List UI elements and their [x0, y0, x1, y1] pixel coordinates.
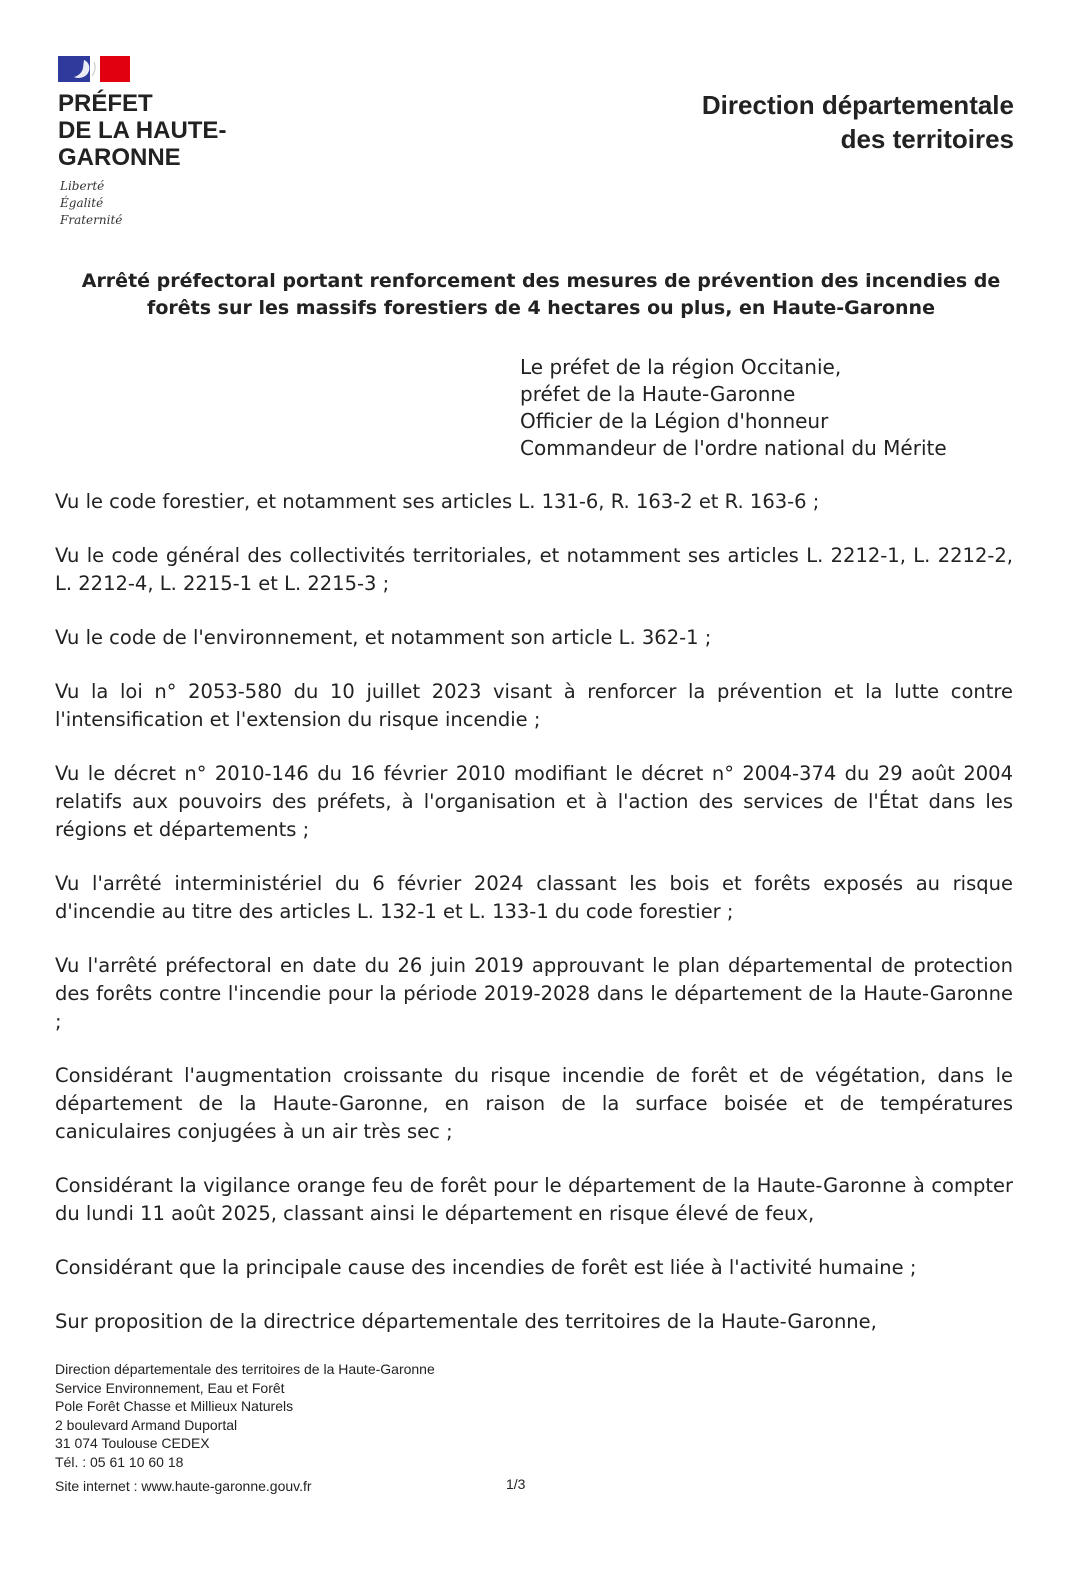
department-line: Direction départementale	[701, 90, 1014, 120]
department-heading	[702, 88, 1014, 156]
prefet-line: PRÉFET	[58, 90, 153, 117]
prefect-block	[520, 354, 947, 462]
decree-body	[55, 488, 1013, 1362]
considerant-paragraph: Considérant la vigilance orange feu de forêt pour le département de la Haute-Garonne à compter du lundi 11 août 2025, classant ainsi le département en risque élevé de feux,	[55, 1174, 1013, 1225]
visa-paragraph: Vu le code forestier, et notamment ses articles L. 131-6, R. 163-2 et R. 163-6 ;	[55, 490, 820, 513]
visa-paragraph: Vu l'arrêté préfectoral en date du 26 juin 2019 approuvant le plan départemental de protection des forêts contre l'incendie pour la période 2019-2028 dans le département de la Haute-Garonne ;	[55, 954, 1013, 1033]
footer-address	[55, 1360, 435, 1471]
page-number: 1/3	[506, 1476, 526, 1492]
footer-line: Direction départementale des territoires de la Haute-Garonne	[55, 1361, 435, 1377]
footer-line: Service Environnement, Eau et Forêt	[55, 1379, 285, 1396]
marianne-flag-logo	[58, 56, 130, 82]
visa-paragraph: Vu le décret n° 2010-146 du 16 février 2010 modifiant le décret n° 2004-374 du 29 août 2004 relatifs aux pouvoirs des préfets, à l'organisation et à l'action des services de l'État dans les régions et départements ;	[55, 762, 1013, 841]
motto-line: Fraternité	[60, 213, 123, 227]
considerant-paragraph: Considérant l'augmentation croissante du risque incendie de forêt et de végétation, dans le département de la Haute-Garonne, en raison de la surface boisée et de températures caniculaires conjugées à un air très sec ;	[55, 1064, 1013, 1143]
prefet-line: DE LA HAUTE-	[58, 117, 227, 144]
motto-line: Égalité	[60, 196, 104, 210]
footer-line: Pole Forêt Chasse et Millieux Naturels	[55, 1398, 294, 1414]
visa-paragraph: Vu l'arrêté interministériel du 6 février 2024 classant les bois et forêts exposés au risque d'incendie au titre des articles L. 132-1 et L. 133-1 du code forestier ;	[55, 872, 1013, 923]
prefect-line: Commandeur de l'ordre national du Mérite	[520, 436, 947, 460]
footer-line: 2 boulevard Armand Duportal	[55, 1416, 238, 1433]
prefect-line: préfet de la Haute-Garonne	[520, 382, 796, 406]
motto-line: Liberté	[60, 179, 105, 193]
decree-title: Arrêté préfectoral portant renforcement des mesures de prévention des incendies de forêts sur les massifs forestiers de 4 hectares ou plus, en Haute-Garonne	[81, 270, 1001, 319]
proposal-paragraph: Sur proposition de la directrice départementale des territoires de la Haute-Garonne,	[55, 1310, 877, 1333]
prefet-line: GARONNE	[58, 144, 181, 171]
visa-paragraph: Vu le code général des collectivités territoriales, et notamment ses articles L. 2212-1, L. 2212-2, L. 2212-4, L. 2215-1 et L. 2215-3 ;	[55, 544, 1013, 595]
footer-website: Site internet : www.haute-garonne.gouv.fr	[55, 1478, 312, 1494]
republic-motto	[60, 178, 122, 229]
prefect-line: Le préfet de la région Occitanie,	[520, 355, 842, 379]
prefect-line: Officier de la Légion d'honneur	[520, 409, 829, 433]
visa-paragraph: Vu le code de l'environnement, et notamment son article L. 362-1 ;	[55, 626, 712, 649]
department-line: des territoires	[840, 124, 1014, 154]
visa-paragraph: Vu la loi n° 2053-580 du 10 juillet 2023 visant à renforcer la prévention et la lutte contre l'intensification et l'extension du risque incendie ;	[55, 680, 1013, 731]
considerant-paragraph: Considérant que la principale cause des incendies de forêt est liée à l'activité humaine ;	[55, 1256, 917, 1279]
footer-line: 31 074 Toulouse CEDEX	[55, 1435, 210, 1451]
prefet-name	[58, 90, 226, 171]
footer-line: Tél. : 05 61 10 60 18	[55, 1453, 184, 1470]
